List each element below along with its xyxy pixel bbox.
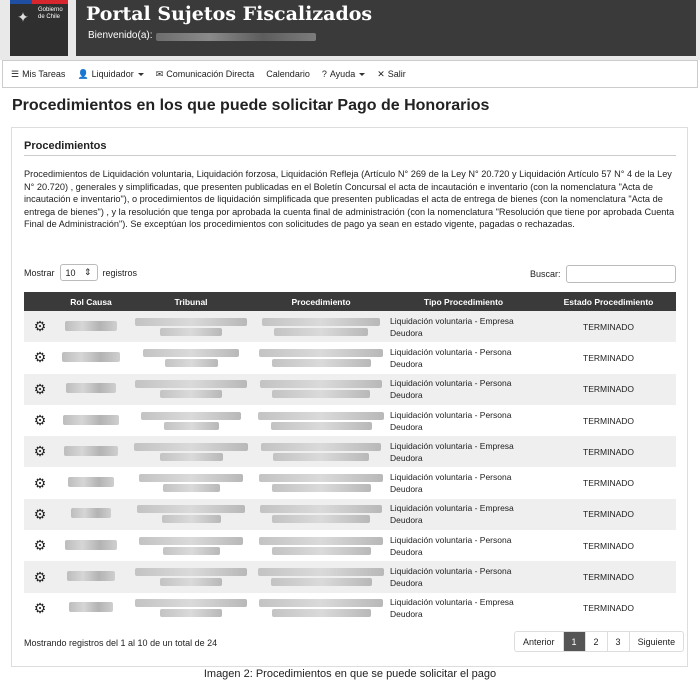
tribunal-redacted — [135, 599, 247, 607]
tipo-procedimiento-cell: Liquidación voluntaria - Persona Deudora — [390, 566, 512, 589]
page-length-control: Mostrar 10 ⇕ registros — [24, 264, 137, 281]
tipo-procedimiento-cell: Liquidación voluntaria - Persona Deudora — [390, 378, 512, 401]
gear-icon[interactable]: ⚙ — [33, 568, 47, 585]
tipo-procedimiento-cell: Liquidación voluntaria - Empresa Deudora — [390, 597, 514, 620]
tribunal-redacted — [134, 443, 248, 451]
estado-procedimiento-cell: TERMINADO — [583, 478, 634, 489]
header-tipo-procedimiento[interactable]: Tipo Procedimiento — [423, 296, 504, 307]
close-icon: ✕ — [377, 68, 385, 79]
updown-icon: ⇕ — [83, 267, 92, 277]
table-body — [24, 311, 676, 624]
list-icon: ☰ — [11, 68, 20, 79]
rol-causa-redacted — [64, 446, 118, 456]
table-row — [24, 405, 676, 436]
rol-causa-redacted — [67, 571, 115, 581]
procedimiento-redacted — [260, 505, 382, 513]
gear-icon[interactable]: ⚙ — [33, 505, 47, 522]
gear-icon[interactable]: ⚙ — [33, 443, 47, 460]
section-description: Procedimientos de Liquidación voluntaria, Liquidación forzosa, Liquidación Refleja (Artículo N° 269 de la Ley N° 20.720 y Liquidación Artículo 57 N° 4 de la Ley N° 20.720) , generales y simplificadas, que presenten publicadas en el Boletín Concursal el acta de incautación e inventario (con la nomenclatura "Acta de incautación e inventario"), o procedimientos de liquidación simplificada que presenten publicadas el acta de entrega de bienes (con la nomenclatura "Acta de entrega de bienes") , y la resolución que tenga por aprobada la cuenta final de administración (con la nomenclatura "Resolución que tiene por aprobada Cuenta Final de Administración"). Se exceptúan los procedimientos con solicitudes de pago ya sean en estado vigente, pagadas o rechazadas. — [24, 169, 675, 230]
estado-procedimiento-cell: TERMINADO — [583, 415, 634, 426]
header-estado-procedimiento[interactable]: Estado Procedimiento — [563, 296, 654, 307]
table-row — [24, 436, 676, 467]
nav-comunicacion-directa[interactable]: ✉ Comunicación Directa — [155, 68, 255, 79]
nav-salir[interactable]: ✕ Salir — [377, 68, 406, 79]
table-row — [24, 561, 676, 592]
procedimiento-redacted — [259, 537, 383, 545]
tribunal-redacted — [135, 568, 247, 576]
tribunal-redacted — [139, 537, 243, 545]
pagination — [514, 631, 684, 652]
tipo-procedimiento-cell: Liquidación voluntaria - Empresa Deudora — [390, 503, 514, 526]
estado-procedimiento-cell: TERMINADO — [583, 321, 634, 332]
figure-caption: Imagen 2: Procedimientos en que se puede solicitar el pago — [203, 668, 497, 680]
table-row — [24, 374, 676, 405]
procedimiento-redacted — [259, 349, 383, 357]
header-rol-causa[interactable]: Rol Causa — [70, 296, 112, 307]
tribunal-redacted — [135, 318, 247, 326]
tipo-procedimiento-cell: Liquidación voluntaria - Empresa Deudora — [390, 440, 514, 463]
tipo-procedimiento-cell: Liquidación voluntaria - Empresa Deudora — [390, 315, 514, 338]
main-nav — [2, 60, 698, 88]
gear-icon[interactable]: ⚙ — [33, 318, 47, 335]
tribunal-redacted — [139, 474, 243, 482]
rol-causa-redacted — [65, 321, 117, 331]
gobierno-logo: ✦ Gobierno de Chile — [10, 0, 68, 56]
table-header — [24, 292, 676, 311]
search-input[interactable] — [566, 265, 676, 283]
tipo-procedimiento-cell: Liquidación voluntaria - Persona Deudora — [390, 472, 512, 495]
procedimiento-redacted — [258, 568, 384, 576]
user-icon: 👤 — [77, 68, 89, 79]
procedimiento-redacted — [258, 412, 384, 420]
nav-mis-tareas[interactable]: ☰ Mis Tareas — [11, 68, 66, 79]
chevron-down-icon — [138, 73, 144, 76]
portal-title: Portal Sujetos Fiscalizados — [86, 3, 373, 25]
estado-procedimiento-cell: TERMINADO — [583, 509, 634, 520]
gear-icon[interactable]: ⚙ — [33, 474, 47, 491]
procedimiento-redacted — [261, 443, 381, 451]
estado-procedimiento-cell: TERMINADO — [583, 540, 634, 551]
tipo-procedimiento-cell: Liquidación voluntaria - Persona Deudora — [390, 534, 512, 557]
table-row — [24, 593, 676, 624]
pager-next[interactable]: Siguiente — [637, 636, 676, 647]
procedimiento-redacted — [259, 599, 383, 607]
header-tribunal[interactable]: Tribunal — [174, 296, 208, 307]
rol-causa-redacted — [69, 602, 113, 612]
gear-icon[interactable]: ⚙ — [33, 599, 47, 616]
gear-icon[interactable]: ⚙ — [33, 537, 47, 554]
procedimiento-redacted — [260, 380, 382, 388]
nav-ayuda[interactable]: ? Ayuda — [322, 69, 365, 79]
search-control: Buscar: — [530, 265, 676, 283]
tribunal-redacted — [135, 380, 247, 388]
table-row — [24, 499, 676, 530]
estado-procedimiento-cell: TERMINADO — [583, 603, 634, 614]
pager-previous[interactable]: Anterior — [515, 632, 564, 651]
tribunal-redacted — [143, 349, 239, 357]
chevron-down-icon — [359, 73, 365, 76]
rol-causa-redacted — [62, 352, 120, 362]
estado-procedimiento-cell: TERMINADO — [583, 352, 634, 363]
rol-causa-redacted — [66, 383, 116, 393]
table-row — [24, 530, 676, 561]
table-row — [24, 342, 676, 373]
nav-calendario[interactable]: Calendario — [266, 69, 310, 79]
procedimiento-redacted — [259, 474, 383, 482]
procedimiento-redacted — [262, 318, 380, 326]
portal-banner — [76, 0, 696, 56]
procedimientos-panel — [11, 127, 688, 667]
nav-liquidador[interactable]: 👤 Liquidador — [77, 69, 143, 80]
table-info: Mostrando registros del 1 al 10 de un total de 24 — [24, 638, 218, 648]
gear-icon[interactable]: ⚙ — [33, 412, 47, 429]
page-length-select[interactable]: 10 ⇕ — [60, 264, 98, 281]
table-row — [24, 467, 676, 498]
section-title: Procedimientos — [24, 140, 107, 152]
estado-procedimiento-cell: TERMINADO — [583, 446, 634, 457]
page-title: Procedimientos en los que puede solicitar Pago de Honorarios — [12, 97, 490, 114]
user-name-redacted — [156, 33, 316, 41]
estado-procedimiento-cell: TERMINADO — [583, 384, 634, 395]
shield-icon: ✦ — [17, 9, 29, 25]
rol-causa-redacted — [63, 415, 119, 425]
gear-icon[interactable]: ⚙ — [33, 380, 47, 397]
tribunal-redacted — [141, 412, 241, 420]
divider — [24, 155, 676, 156]
tribunal-redacted — [137, 505, 245, 513]
welcome-text: Bienvenido(a): — [88, 30, 153, 41]
gear-icon[interactable]: ⚙ — [33, 349, 47, 366]
pager-page-3[interactable]: 3 — [608, 632, 630, 651]
question-icon: ? — [321, 69, 327, 79]
estado-procedimiento-cell: TERMINADO — [583, 572, 634, 583]
rol-causa-redacted — [65, 540, 117, 550]
rol-causa-redacted — [68, 477, 114, 487]
tipo-procedimiento-cell: Liquidación voluntaria - Persona Deudora — [390, 346, 512, 369]
envelope-icon: ✉ — [155, 68, 164, 79]
pager-page-2[interactable]: 2 — [586, 632, 608, 651]
header-procedimiento[interactable]: Procedimiento — [291, 296, 351, 307]
table-row — [24, 311, 676, 342]
tipo-procedimiento-cell: Liquidación voluntaria - Persona Deudora — [390, 409, 512, 432]
header — [0, 0, 700, 60]
pager-page-1[interactable]: 1 — [564, 632, 586, 651]
rol-causa-redacted — [71, 508, 111, 518]
procedimientos-table — [24, 292, 676, 624]
